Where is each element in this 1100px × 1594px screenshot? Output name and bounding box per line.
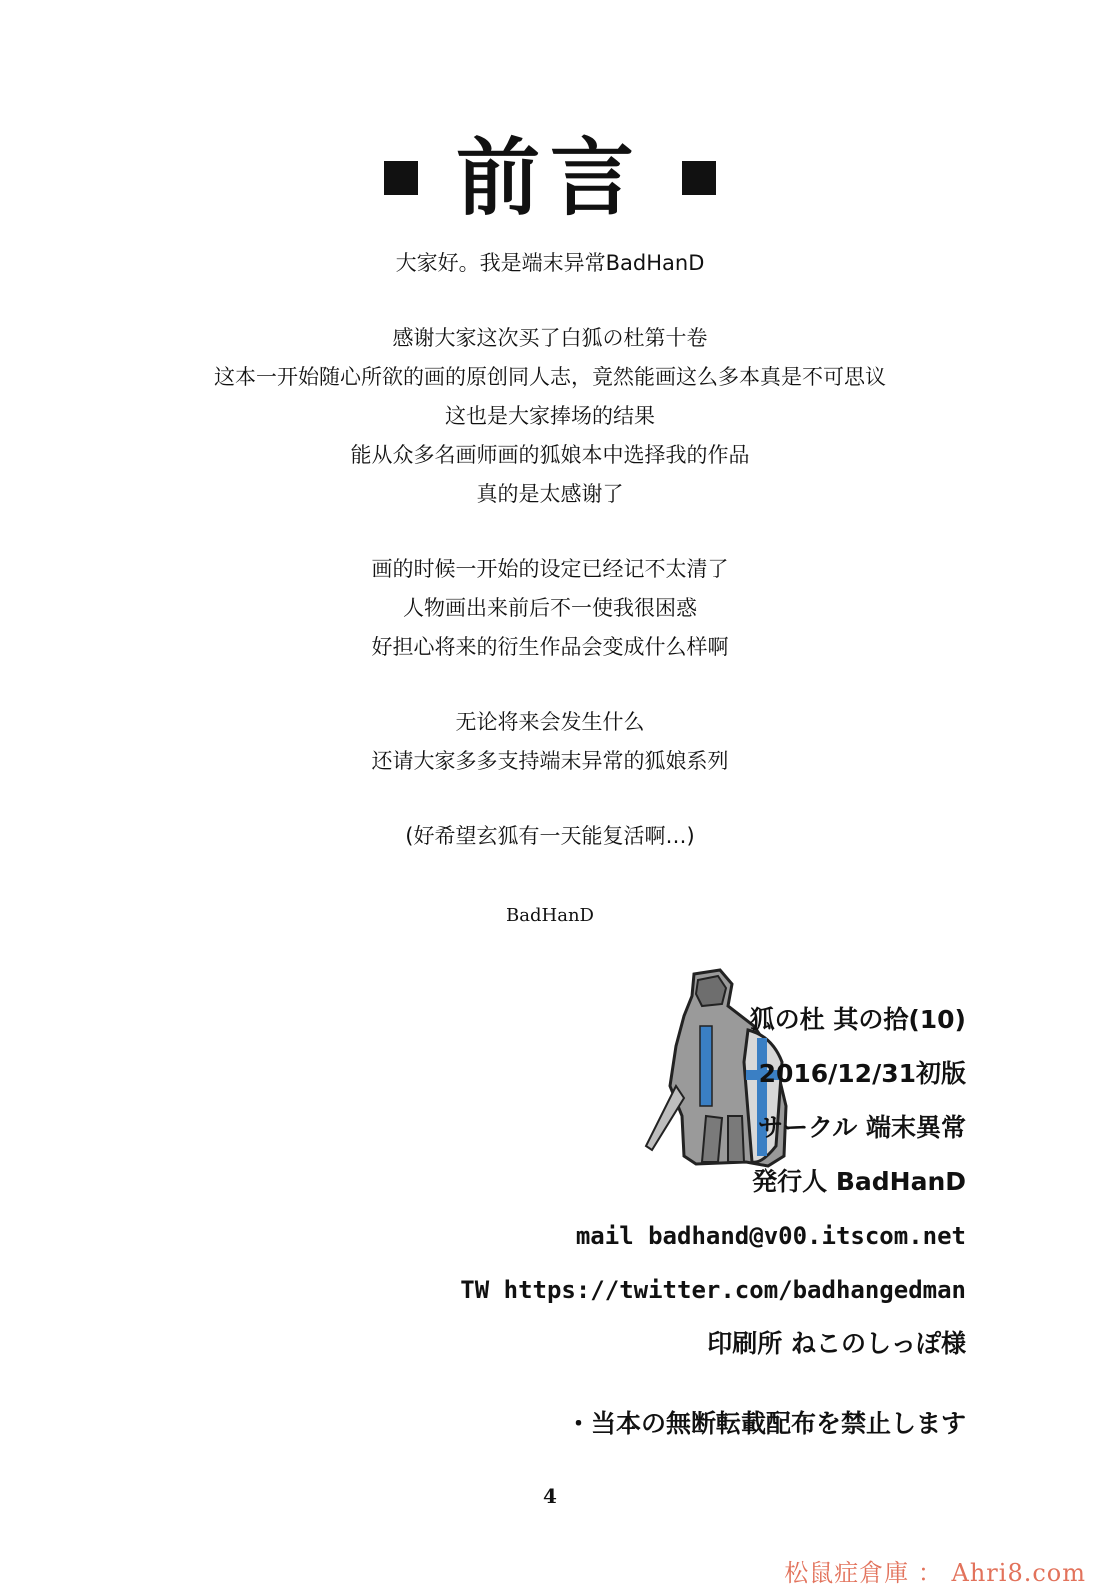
preface-line: 人物画出来前后不一使我很困惑 [403, 596, 697, 620]
preface-line: 这本一开始随心所欲的画的原创同人志，竟然能画这么多本真是不可思议 [214, 365, 886, 389]
preface-line: 这也是大家捧场的结果 [445, 404, 655, 428]
colophon-circle: サークル 端末異常 [758, 1113, 966, 1142]
preface-line: 感谢大家这次买了白狐の杜第十卷 [392, 326, 708, 350]
heading-text: 前言 [455, 129, 644, 227]
colophon-twitter: TW https://twitter.com/badhangedman [460, 1276, 966, 1304]
page-number: 4 [543, 1484, 557, 1508]
preface-line: 无论将来会发生什么 [455, 710, 645, 734]
paragraph-gap [0, 514, 1100, 550]
paragraph-gap [0, 667, 1100, 703]
colophon-date: 2016/12/31初版 [758, 1059, 966, 1088]
colophon-notice: ・当本の無断転載配布を禁止します [565, 1409, 966, 1438]
preface-line: (好希望玄狐有一天能复活啊…) [405, 824, 695, 848]
preface-line: 还请大家多多支持端末异常的狐娘系列 [371, 749, 729, 773]
preface-line: 好担心将来的衍生作品会变成什么样啊 [371, 635, 729, 659]
paragraph-gap [0, 781, 1100, 817]
colophon [460, 1000, 966, 1444]
preface-line: 画的时候一开始的设定已经记不太清了 [371, 557, 729, 581]
preface-line: 能从众多名画师画的狐娘本中选择我的作品 [350, 443, 750, 467]
preface-body [0, 244, 1100, 935]
square-bullet-icon [384, 161, 418, 195]
colophon-publisher: 発行人 BadHanD [752, 1167, 966, 1196]
paragraph-gap [0, 283, 1100, 319]
watermark: 松鼠症倉庫 ： Ahri8.com [784, 1559, 1086, 1587]
colophon-title: 狐の杜 其の拾(10) [749, 1005, 966, 1034]
preface-line: 大家好。我是端末异常BadHanD [395, 251, 705, 275]
square-bullet-icon [682, 161, 716, 195]
colophon-printer: 印刷所 ねこのしっぽ様 [707, 1329, 966, 1358]
preface-line: 真的是太感谢了 [476, 482, 624, 506]
page-heading [0, 128, 1100, 228]
author-signature: BadHanD [506, 905, 594, 926]
colophon-mail: mail badhand@v00.itscom.net [575, 1222, 966, 1250]
